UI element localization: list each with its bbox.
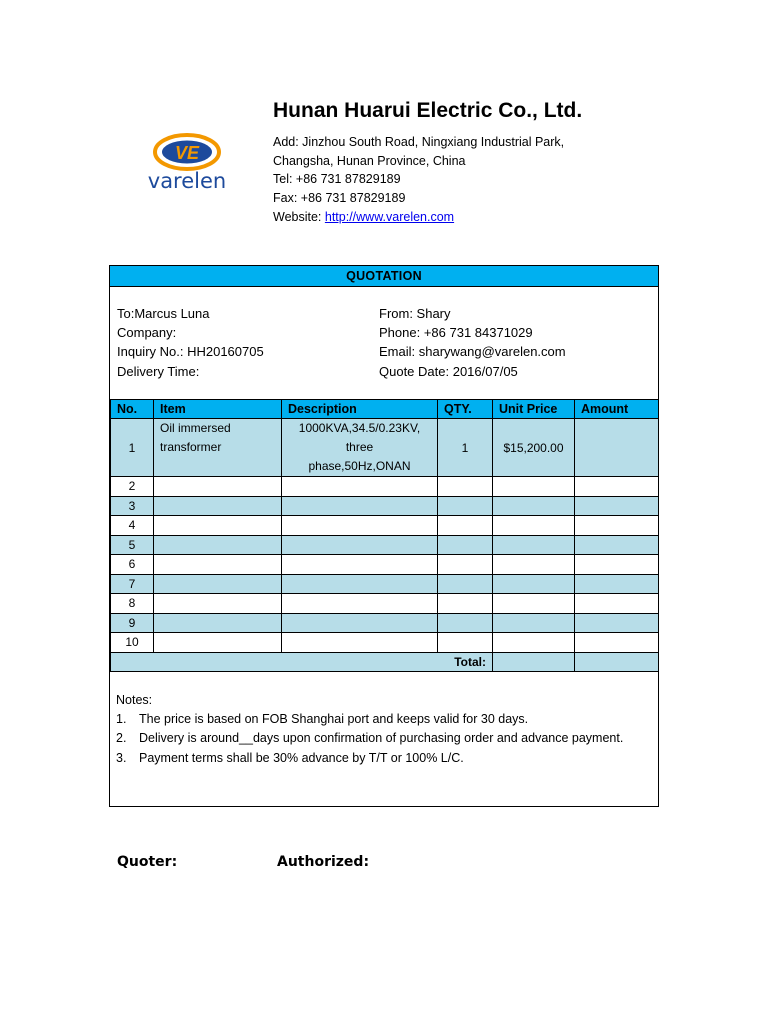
- row-item: [154, 477, 282, 497]
- row-amount: [575, 574, 659, 594]
- row-no: 5: [111, 535, 154, 555]
- row-unit-price: [493, 516, 575, 536]
- row-item: [154, 516, 282, 536]
- row-amount: [575, 594, 659, 614]
- total-label: Total:: [111, 652, 493, 671]
- row-amount: [575, 496, 659, 516]
- row-qty: 1: [438, 419, 493, 477]
- notes-heading: Notes:: [116, 693, 153, 707]
- notes-section: [116, 691, 652, 768]
- note-text: Delivery is around__days upon confirmation of purchasing order and advance payment.: [139, 731, 624, 746]
- row-item: [154, 535, 282, 555]
- row-amount: [575, 555, 659, 575]
- row-unit-price: $15,200.00: [493, 419, 575, 477]
- row-amount: [575, 633, 659, 653]
- desc-line: phase,50Hz,ONAN: [308, 459, 411, 473]
- to-line: To:Marcus Luna: [117, 306, 210, 321]
- row-no: 6: [111, 555, 154, 575]
- quoter-label: Quoter:: [117, 854, 178, 870]
- row-unit-price: [493, 633, 575, 653]
- note-text: Payment terms shall be 30% advance by T/T or 100% L/C.: [139, 750, 464, 765]
- note-item: [116, 749, 652, 768]
- svg-text:VE: VE: [174, 143, 200, 163]
- row-description: [282, 594, 438, 614]
- row-amount: [575, 516, 659, 536]
- logo-wordmark: varelen: [147, 169, 227, 193]
- phone-line: Phone: +86 731 84371029: [379, 325, 533, 341]
- from-line: From: Shary: [379, 306, 451, 321]
- header-description: Description: [282, 400, 438, 419]
- row-description: [282, 496, 438, 516]
- row-no: 1: [111, 419, 154, 477]
- sender-info: [379, 304, 566, 381]
- address-line-2: Changsha, Hunan Province, China: [273, 153, 466, 168]
- row-qty: [438, 574, 493, 594]
- row-no: 4: [111, 516, 154, 536]
- note-number: 1.: [116, 712, 127, 727]
- authorized-label: Authorized:: [277, 854, 370, 870]
- row-description: [282, 516, 438, 536]
- email-line: Email: sharywang@varelen.com: [379, 344, 566, 360]
- header-amount: Amount: [575, 400, 659, 419]
- company-fax: Fax: +86 731 87829189: [273, 191, 406, 206]
- note-item: [116, 710, 652, 729]
- row-qty: [438, 594, 493, 614]
- total-unit-price: [493, 652, 575, 671]
- row-no: 3: [111, 496, 154, 516]
- website-link[interactable]: http://www.varelen.com: [324, 209, 455, 224]
- row-no: 10: [111, 633, 154, 653]
- row-description: [282, 477, 438, 497]
- table-row: [111, 555, 659, 575]
- company-header: [273, 98, 693, 227]
- website-label: Website:: [273, 209, 325, 224]
- note-number: 2.: [116, 731, 127, 746]
- row-description: [282, 555, 438, 575]
- item-line: Oil immersed: [160, 421, 231, 435]
- table-row: [111, 535, 659, 555]
- row-item: [154, 555, 282, 575]
- row-item: [154, 419, 282, 477]
- address-line-1: Add: Jinzhou South Road, Ningxiang Industrial Park,: [273, 135, 565, 149]
- table-row: [111, 477, 659, 497]
- row-unit-price: [493, 594, 575, 614]
- row-description: [282, 574, 438, 594]
- row-item: [154, 633, 282, 653]
- row-qty: [438, 613, 493, 633]
- table-row: [111, 419, 659, 477]
- table-row: [111, 633, 659, 653]
- table-header-row: [111, 400, 659, 419]
- company-tel: Tel: +86 731 87829189: [273, 172, 401, 187]
- row-unit-price: [493, 555, 575, 575]
- quotation-sheet: [109, 265, 659, 807]
- row-item: [154, 613, 282, 633]
- total-row: [111, 652, 659, 671]
- table-row: [111, 496, 659, 516]
- total-amount: [575, 652, 659, 671]
- row-qty: [438, 516, 493, 536]
- recipient-info: [117, 304, 264, 381]
- row-item: [154, 496, 282, 516]
- row-unit-price: [493, 574, 575, 594]
- row-no: 7: [111, 574, 154, 594]
- header-unit-price: Unit Price: [493, 400, 575, 419]
- row-description: [282, 419, 438, 477]
- company-logo: [117, 130, 257, 198]
- row-description: [282, 613, 438, 633]
- company-name: Hunan Huarui Electric Co., Ltd.: [273, 99, 583, 122]
- desc-line: 1000KVA,34.5/0.23KV,: [298, 421, 421, 435]
- row-amount: [575, 419, 659, 477]
- table-row: [111, 516, 659, 536]
- row-description: [282, 535, 438, 555]
- row-no: 8: [111, 594, 154, 614]
- row-description: [282, 633, 438, 653]
- delivery-line: Delivery Time:: [117, 363, 200, 379]
- row-unit-price: [493, 535, 575, 555]
- item-line: transformer: [160, 440, 222, 454]
- row-no: 2: [111, 477, 154, 497]
- inquiry-line: Inquiry No.: HH20160705: [117, 344, 264, 360]
- company-line: Company:: [117, 325, 177, 341]
- row-amount: [575, 613, 659, 633]
- company-website: [273, 208, 693, 227]
- header-item: Item: [154, 400, 282, 419]
- table-row: [111, 574, 659, 594]
- desc-line: three: [345, 440, 374, 454]
- note-item: [116, 729, 652, 748]
- row-item: [154, 594, 282, 614]
- quotation-title: QUOTATION: [110, 266, 658, 287]
- row-amount: [575, 477, 659, 497]
- row-unit-price: [493, 613, 575, 633]
- row-no: 9: [111, 613, 154, 633]
- header-qty: QTY.: [438, 400, 493, 419]
- quote-date-line: Quote Date: 2016/07/05: [379, 363, 518, 379]
- row-qty: [438, 535, 493, 555]
- header-no: No.: [111, 400, 154, 419]
- row-amount: [575, 535, 659, 555]
- row-qty: [438, 477, 493, 497]
- row-qty: [438, 555, 493, 575]
- note-text: The price is based on FOB Shanghai port and keeps valid for 30 days.: [139, 712, 529, 727]
- table-row: [111, 613, 659, 633]
- row-item: [154, 574, 282, 594]
- row-qty: [438, 496, 493, 516]
- row-unit-price: [493, 477, 575, 497]
- note-number: 3.: [116, 750, 127, 765]
- table-row: [111, 594, 659, 614]
- row-qty: [438, 633, 493, 653]
- row-unit-price: [493, 496, 575, 516]
- items-table: [110, 399, 659, 672]
